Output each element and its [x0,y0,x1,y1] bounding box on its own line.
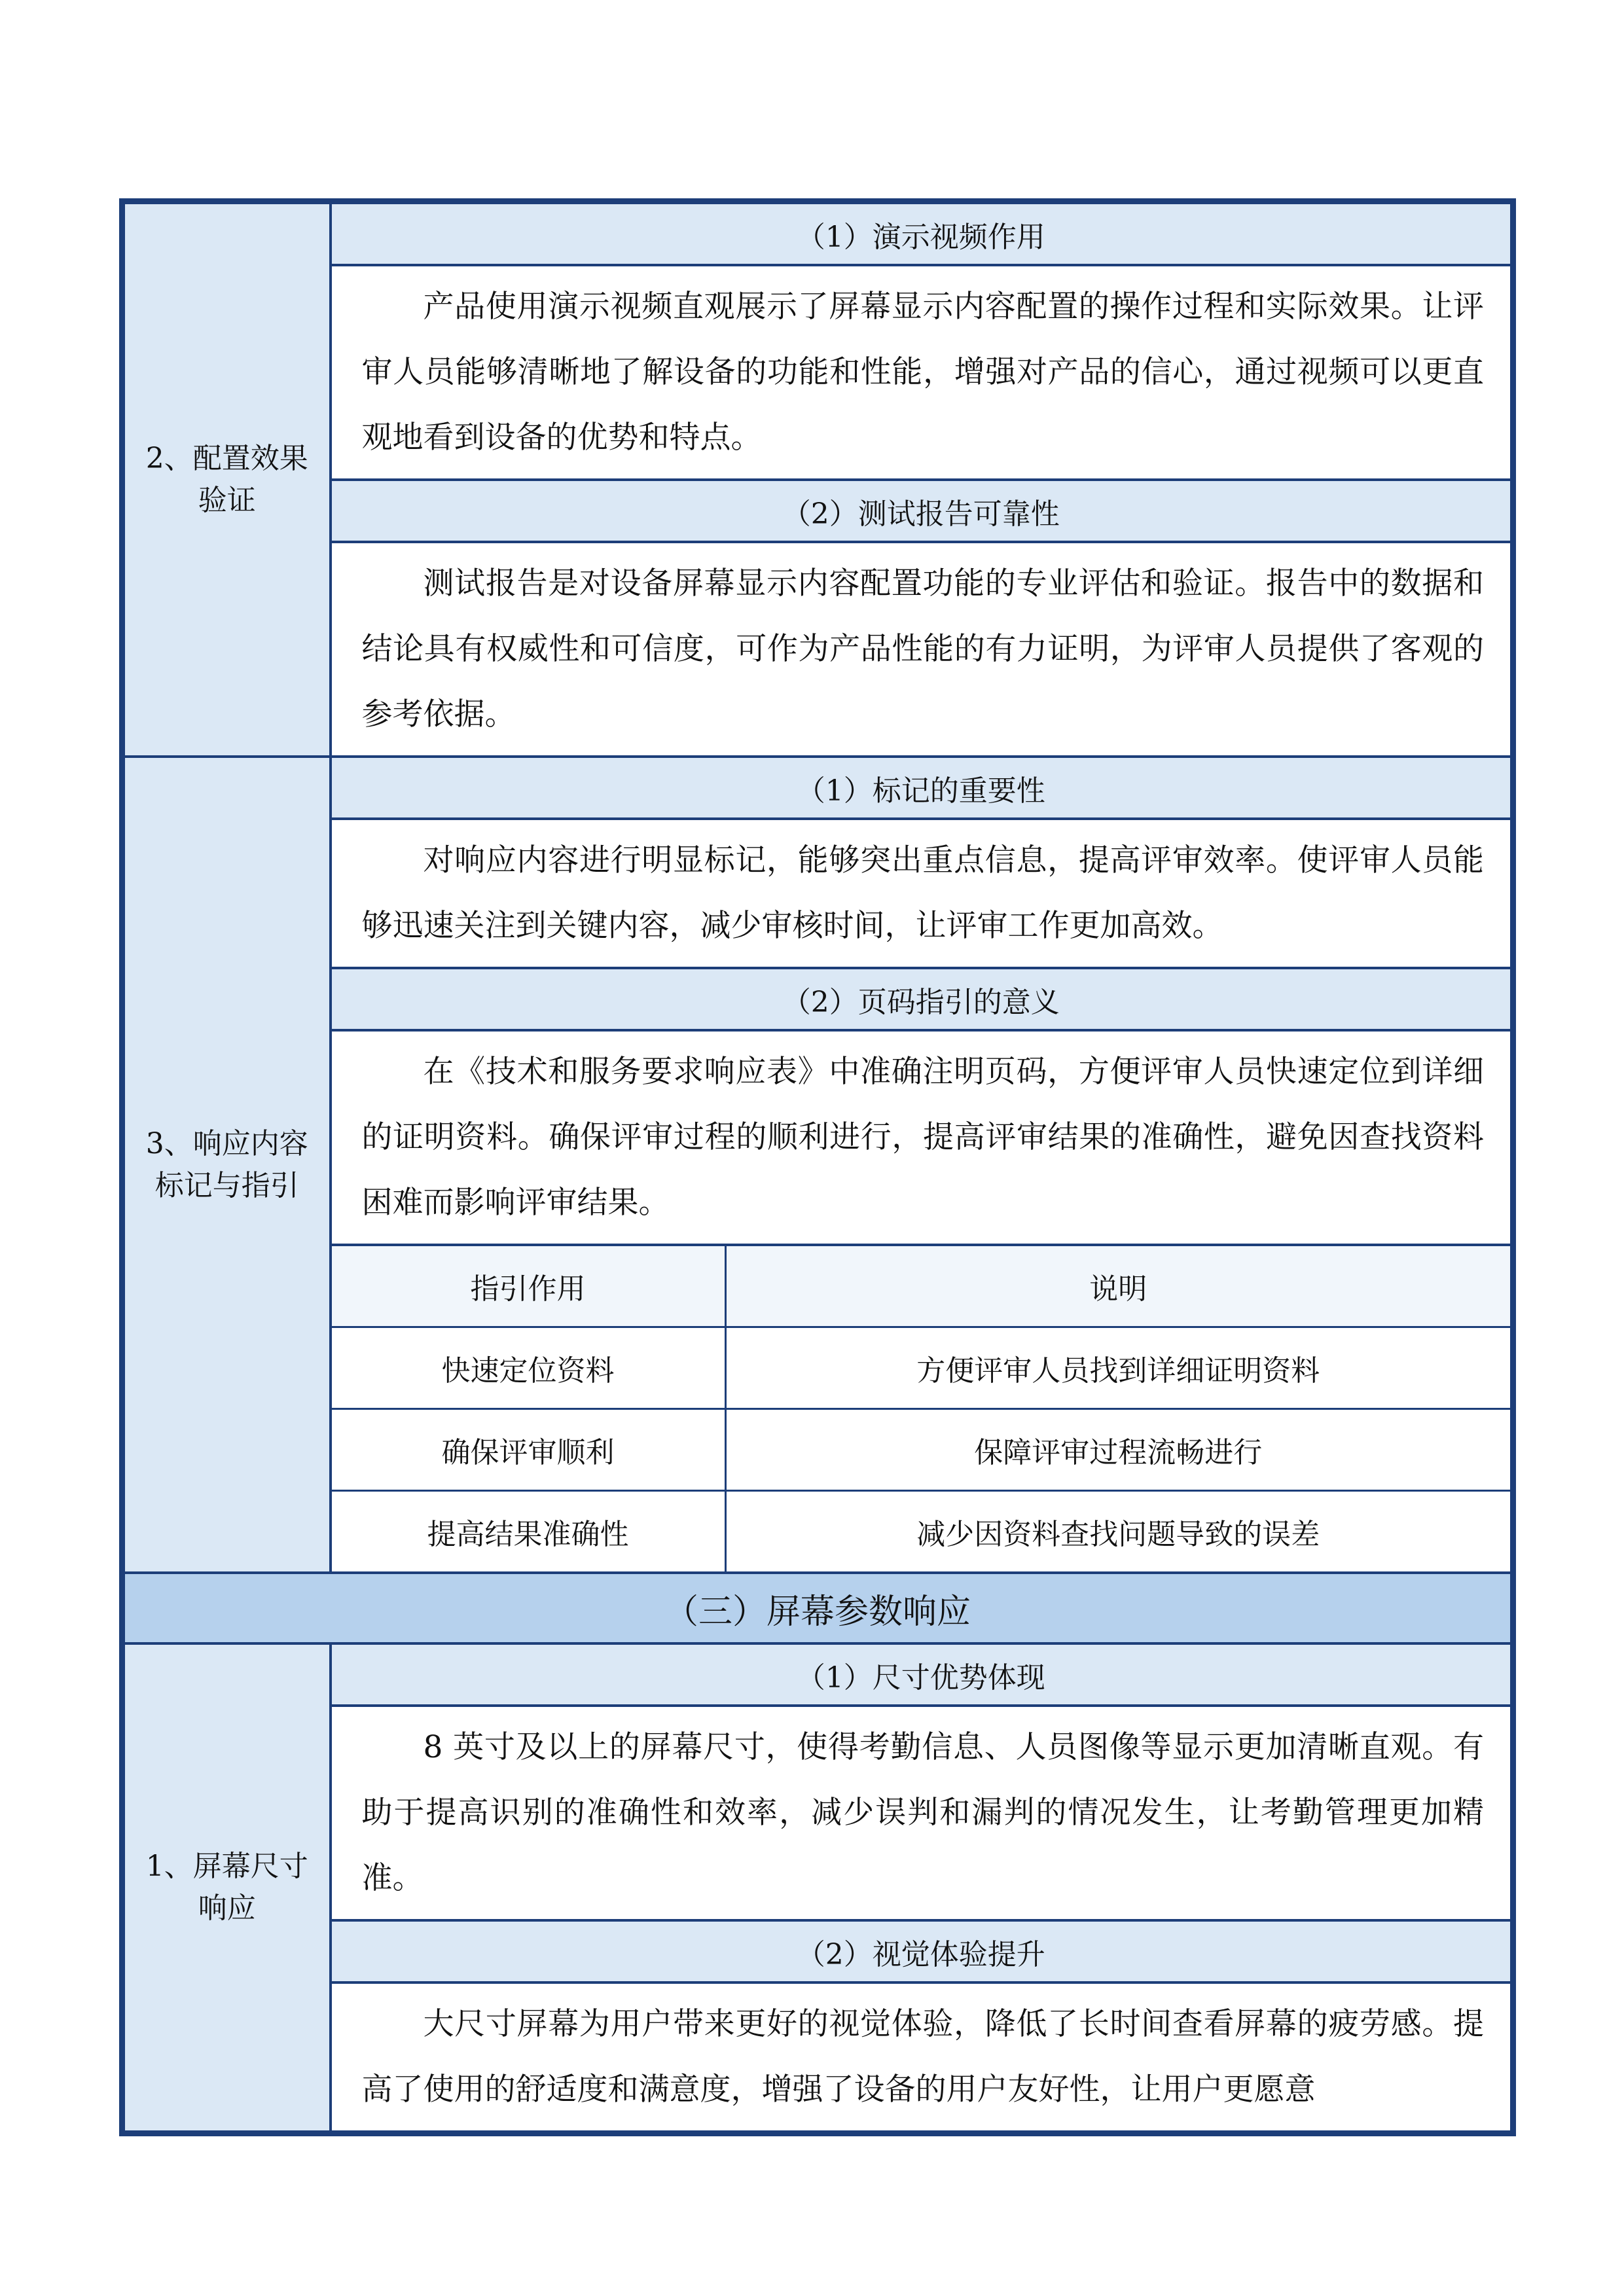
table-row [332,1327,1511,1409]
section-title-screen-params: （三）屏幕参数响应 [122,1573,1513,1643]
guide-table-cell [331,1245,1513,1573]
category-screen-size: 1、屏幕尺寸响应 [122,1643,331,2134]
response-table [119,198,1516,2136]
guide-header-description: 说明 [725,1246,1510,1327]
paragraph-test-report: 测试报告是对设备屏幕显示内容配置功能的专业评估和验证。报告中的数据和结论具有权威性和可信度，可作为产品性能的有力证明，为评审人员提供了客观的参考依据。 [331,542,1513,757]
paragraph-size-advantage: 8 英寸及以上的屏幕尺寸，使得考勤信息、人员图像等显示更加清晰直观。有助于提高识别的准确性和效率，减少误判和漏判的情况发生，让考勤管理更加精准。 [331,1706,1513,1920]
guide-table-header [332,1246,1511,1327]
paragraph-marking-importance: 对响应内容进行明显标记，能够突出重点信息，提高评审效率。使评审人员能够迅速关注到关键内容，减少审核时间，让评审工作更加高效。 [331,819,1513,968]
paragraph-page-guidance: 在《技术和服务要求响应表》中准确注明页码，方便评审人员快速定位到详细的证明资料。确保评审过程的顺利进行，提高评审结果的准确性，避免因查找资料困难而影响评审结果。 [331,1030,1513,1245]
guide-cell-function: 快速定位资料 [332,1327,726,1409]
subheading-demo-video: （1）演示视频作用 [331,202,1513,266]
paragraph-demo-video: 产品使用演示视频直观展示了屏幕显示内容配置的操作过程和实际效果。让评审人员能够清晰地了解设备的功能和性能，增强对产品的信心，通过视频可以更直观地看到设备的优势和特点。 [331,265,1513,480]
guide-cell-function: 提高结果准确性 [332,1491,726,1572]
guide-cell-description: 方便评审人员找到详细证明资料 [725,1327,1510,1409]
category-config-verification: 2、配置效果验证 [122,202,331,757]
table-row [332,1409,1511,1491]
category-marking-guidance: 3、响应内容标记与指引 [122,757,331,1573]
guide-cell-description: 减少因资料查找问题导致的误差 [916,1518,1320,1551]
subheading-marking-importance: （1）标记的重要性 [331,757,1513,819]
paragraph-visual-experience: 大尺寸屏幕为用户带来更好的视觉体验，降低了长时间查看屏幕的疲劳感。提高了使用的舒适度和满意度，增强了设备的用户友好性，让用户更愿意 [331,1982,1513,2134]
subheading-size-advantage: （1）尺寸优势体现 [331,1643,1513,1706]
subheading-test-report: （2）测试报告可靠性 [331,480,1513,542]
guide-cell-description: 保障评审过程流畅进行 [725,1409,1510,1491]
table-row [332,1491,1511,1572]
guide-table [332,1246,1511,1571]
subheading-page-guidance: （2）页码指引的意义 [331,968,1513,1030]
guide-cell-function: 确保评审顺利 [332,1409,726,1491]
subheading-visual-experience: （2）视觉体验提升 [331,1920,1513,1982]
guide-header-function: 指引作用 [332,1246,726,1327]
